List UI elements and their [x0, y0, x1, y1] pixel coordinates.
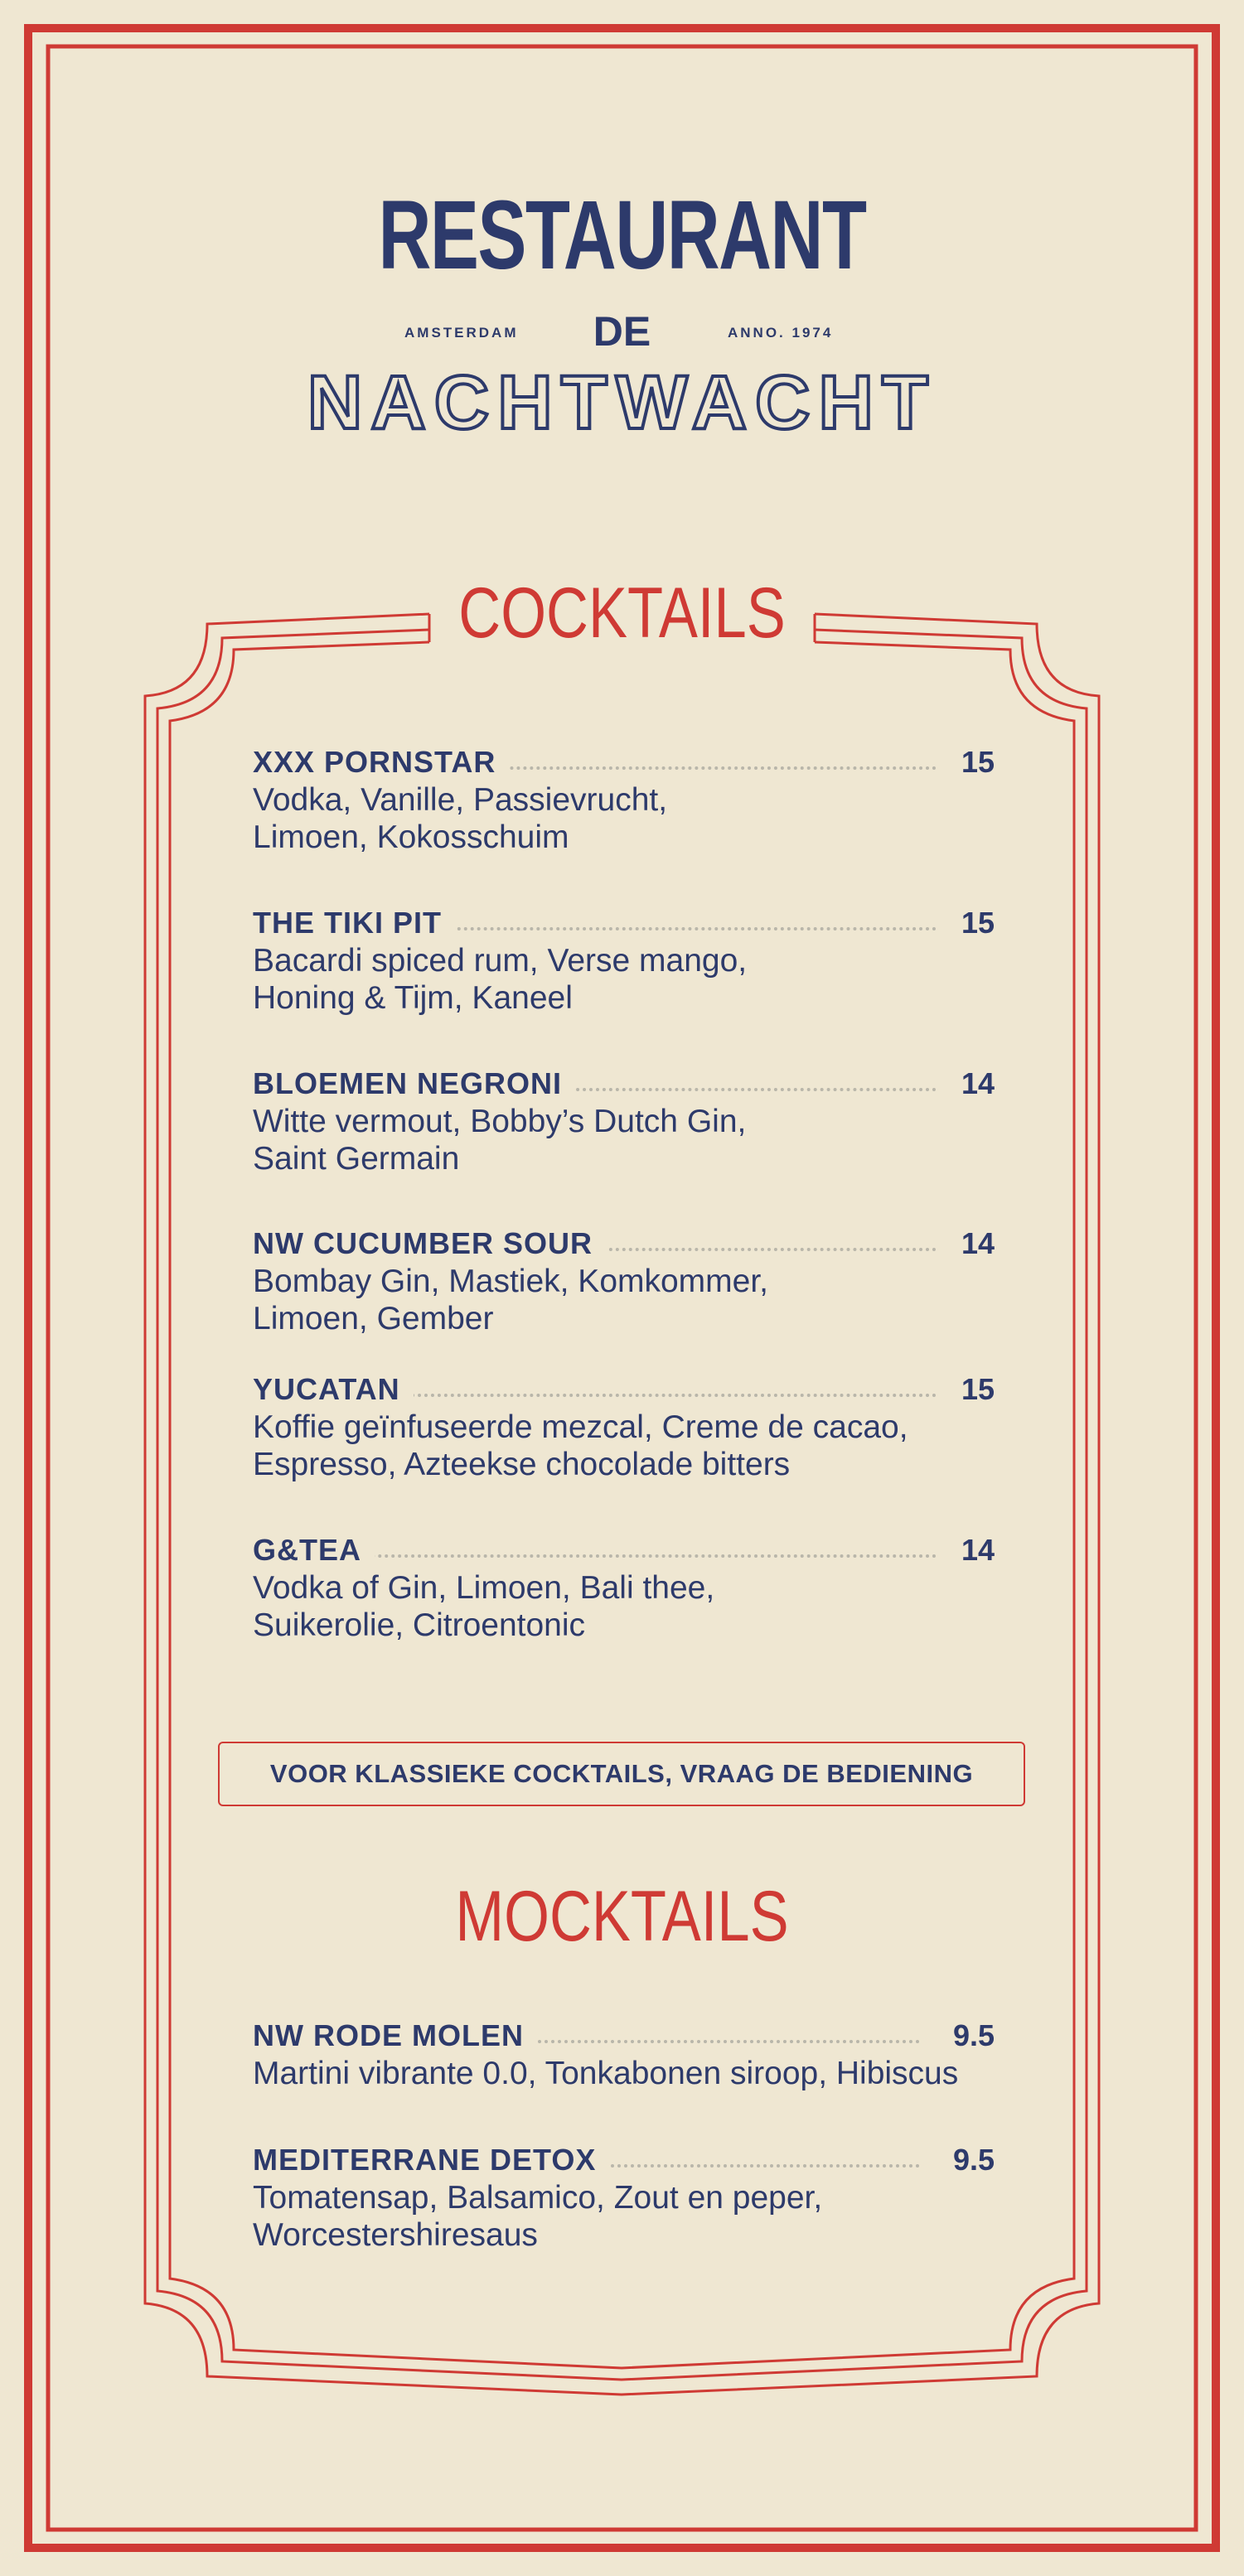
item-description: Espresso, Azteekse chocolade bitters — [253, 1447, 791, 1482]
item-price: 15 — [961, 1372, 995, 1406]
brand-de: DE — [593, 308, 651, 355]
item-description: Limoen, Kokosschuim — [253, 819, 569, 855]
menu-item — [253, 1531, 995, 1644]
item-name: BLOEMEN NEGRONI — [253, 1065, 575, 1103]
item-price: 15 — [961, 745, 995, 779]
menu-item — [253, 743, 995, 856]
menu-item — [253, 1370, 995, 1483]
item-name: MEDITERRANE DETOX — [253, 2141, 609, 2179]
item-description: Bombay Gin, Mastiek, Komkommer, — [253, 1264, 769, 1299]
menu-item — [253, 1065, 995, 1177]
item-name: YUCATAN — [253, 1370, 414, 1409]
item-description: Martini vibrante 0.0, Tonkabonen siroop, Hibiscus — [253, 2056, 959, 2091]
item-name: NW CUCUMBER SOUR — [253, 1225, 606, 1263]
item-name: NW RODE MOLEN — [253, 2017, 537, 2055]
classic-cocktails-notice: VOOR KLASSIEKE COCKTAILS, VRAAG DE BEDIENING — [218, 1742, 1025, 1806]
cocktails-title: COCKTAILS — [458, 573, 786, 653]
item-description: Limoen, Gember — [253, 1301, 494, 1336]
brand-since: ANNO. 1974 — [728, 325, 834, 341]
item-price: 9.5 — [952, 2143, 995, 2177]
item-description: Vodka of Gin, Limoen, Bali thee, — [253, 1570, 715, 1606]
item-description: Tomatensap, Balsamico, Zout en peper, — [253, 2180, 823, 2216]
item-price: 14 — [961, 1226, 995, 1260]
item-description: Worcestershiresaus — [253, 2217, 538, 2253]
item-price: 15 — [961, 906, 995, 940]
restaurant-name: NACHTWACHT — [307, 360, 937, 445]
item-description: Vodka, Vanille, Passievrucht, — [253, 782, 668, 818]
item-description: Honing & Tijm, Kaneel — [253, 980, 573, 1016]
menu-item — [253, 904, 995, 1017]
menu-item — [253, 2017, 995, 2092]
mocktails-title: MOCKTAILS — [455, 1877, 789, 1956]
item-price: 14 — [961, 1533, 995, 1567]
item-description: Witte vermout, Bobby’s Dutch Gin, — [253, 1104, 747, 1139]
menu-item — [253, 2141, 995, 2254]
item-description: Saint Germain — [253, 1141, 460, 1177]
restaurant-title: RESTAURANT — [378, 181, 866, 290]
item-name: XXX PORNSTAR — [253, 743, 509, 781]
item-description: Bacardi spiced rum, Verse mango, — [253, 943, 748, 979]
brand-city: AMSTERDAM — [404, 325, 519, 341]
menu-item — [253, 1225, 995, 1337]
item-description: Suikerolie, Citroentonic — [253, 1607, 586, 1643]
item-price: 9.5 — [952, 2018, 995, 2052]
item-price: 14 — [961, 1066, 995, 1100]
item-name: THE TIKI PIT — [253, 904, 455, 942]
item-description: Koffie geïnfuseerde mezcal, Creme de cacao, — [253, 1409, 908, 1445]
item-name: G&TEA — [253, 1531, 375, 1569]
